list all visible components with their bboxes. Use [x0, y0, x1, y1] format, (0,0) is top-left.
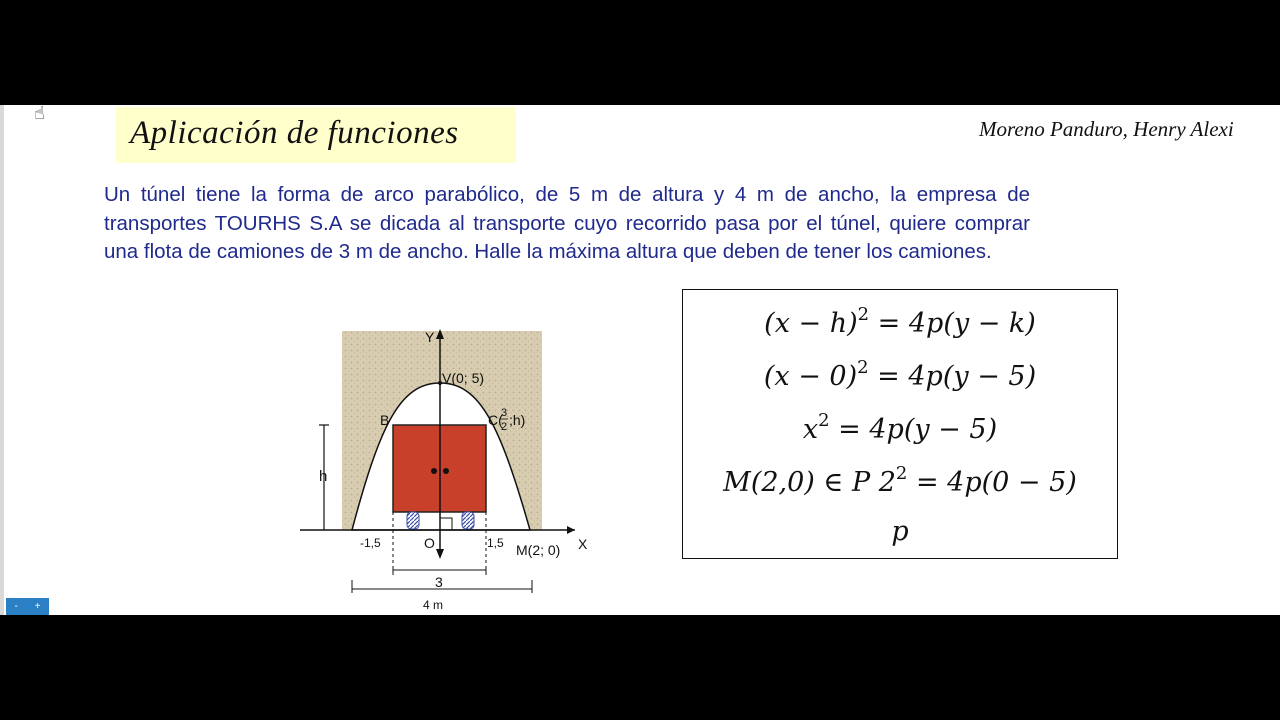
tunnel-diagram [290, 325, 610, 615]
slide-title: Aplicación de funciones [130, 115, 459, 151]
author-name: Moreno Panduro, Henry Alexi [979, 117, 1234, 141]
formula-line-3: $x^2 = 4p(y - 5)$ [802, 410, 998, 445]
formula-line-2: $(x - 0)^2 = 4p(y - 5)$ [763, 357, 1037, 392]
point-c-numerator: 3 [501, 407, 508, 419]
zoom-out-button[interactable]: - [14, 601, 18, 612]
vertex-label: V(0; 5) [442, 370, 485, 386]
y-axis-label: Y [425, 329, 435, 345]
point-b-label: B [380, 412, 390, 428]
truck-width-label: 3 [435, 574, 443, 590]
left-scrollbar-edge [0, 105, 4, 615]
hand-cursor-icon: ☝ [34, 105, 45, 124]
problem-statement: Un túnel tiene la forma de arco parabólico, de 5 m de altura y 4 m de ancho, la empresa de transportes TOURHS S.A se dicada al transporte cuyo recorrido pasa por el túnel, quiere comprar una flota de camiones de 3 m de ancho. Halle la máxima altura que deben de tener los camiones. [104, 183, 1030, 263]
truck-wheel-left [407, 512, 419, 529]
point-c-denominator: 2 [501, 421, 508, 433]
point-c-label: C( [488, 412, 503, 428]
zoom-controls [6, 598, 49, 615]
point-c-suffix: ;h) [509, 412, 526, 428]
origin-label: O [424, 535, 435, 551]
h-label: h [319, 468, 328, 485]
formula-line-5: p [891, 516, 909, 547]
slide [0, 105, 1280, 615]
right-tick-label: 1,5 [487, 536, 504, 550]
title-box [116, 107, 516, 163]
formula-line-1: $(x - h)^2 = 4p(y - k)$ [764, 304, 1036, 339]
zoom-in-button[interactable]: + [34, 601, 41, 612]
x-axis-label: X [578, 536, 588, 552]
tunnel-width-label: 4 m [423, 598, 444, 612]
formula-line-4: M(2,0) ∈ P $2^2 = 4p(0 - 5)$ [723, 463, 1077, 498]
truck-wheel-right [462, 512, 474, 529]
left-tick-label: -1,5 [360, 536, 381, 550]
formula-box [682, 289, 1118, 559]
point-m-label: M(2; 0) [516, 542, 561, 558]
